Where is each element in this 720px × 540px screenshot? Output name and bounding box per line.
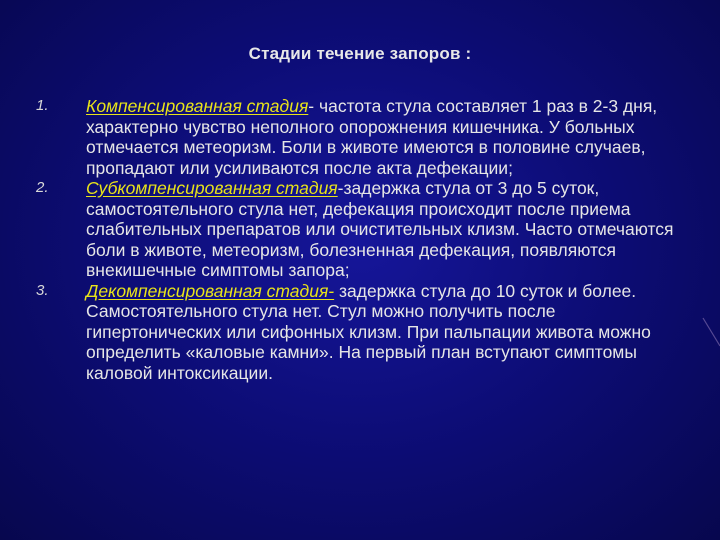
stage-number: 3. — [36, 281, 49, 299]
stage-number: 1. — [36, 97, 49, 114]
stage-list — [30, 96, 690, 383]
stage-item — [30, 96, 690, 178]
stage-term: Компенсированная стадия — [86, 96, 309, 116]
stage-description — [86, 96, 690, 178]
stage-term: Субкомпенсированная стадия — [86, 178, 338, 198]
stage-term: Декомпенсированная стадия- — [86, 280, 335, 301]
stage-item — [30, 281, 690, 384]
stage-text: задержка стула до 10 суток и более. Самостоятельного стула нет. Стул можно получить после гипертонических или сифонных клизм. При пальпации живота можно определить «каловые камни». На первый план вступают симптомы каловой интоксикации. — [86, 280, 651, 383]
slide-title: Стадии течение запоров : — [248, 44, 472, 63]
stage-description — [86, 178, 690, 281]
stage-number: 2. — [36, 179, 49, 196]
stage-text: - частота стула составляет 1 раз в 2-3 дня, характерно чувство неполного опорожнения кишечника. У больных отмечается метеоризм. Боли в животе имеются в половине случаев, пропадают или усиливаются после акта дефекации; — [86, 96, 658, 178]
stage-item — [30, 178, 690, 281]
stage-text: -задержка стула от 3 до 5 суток, самостоятельного стула нет, дефекация происходит после приема слабительных препаратов или очистительных клизм. Часто отмечаются боли в животе, метеоризм, болезненная дефекация, появляются внекишечные симптомы запора; — [86, 178, 674, 280]
stage-description — [86, 281, 690, 384]
